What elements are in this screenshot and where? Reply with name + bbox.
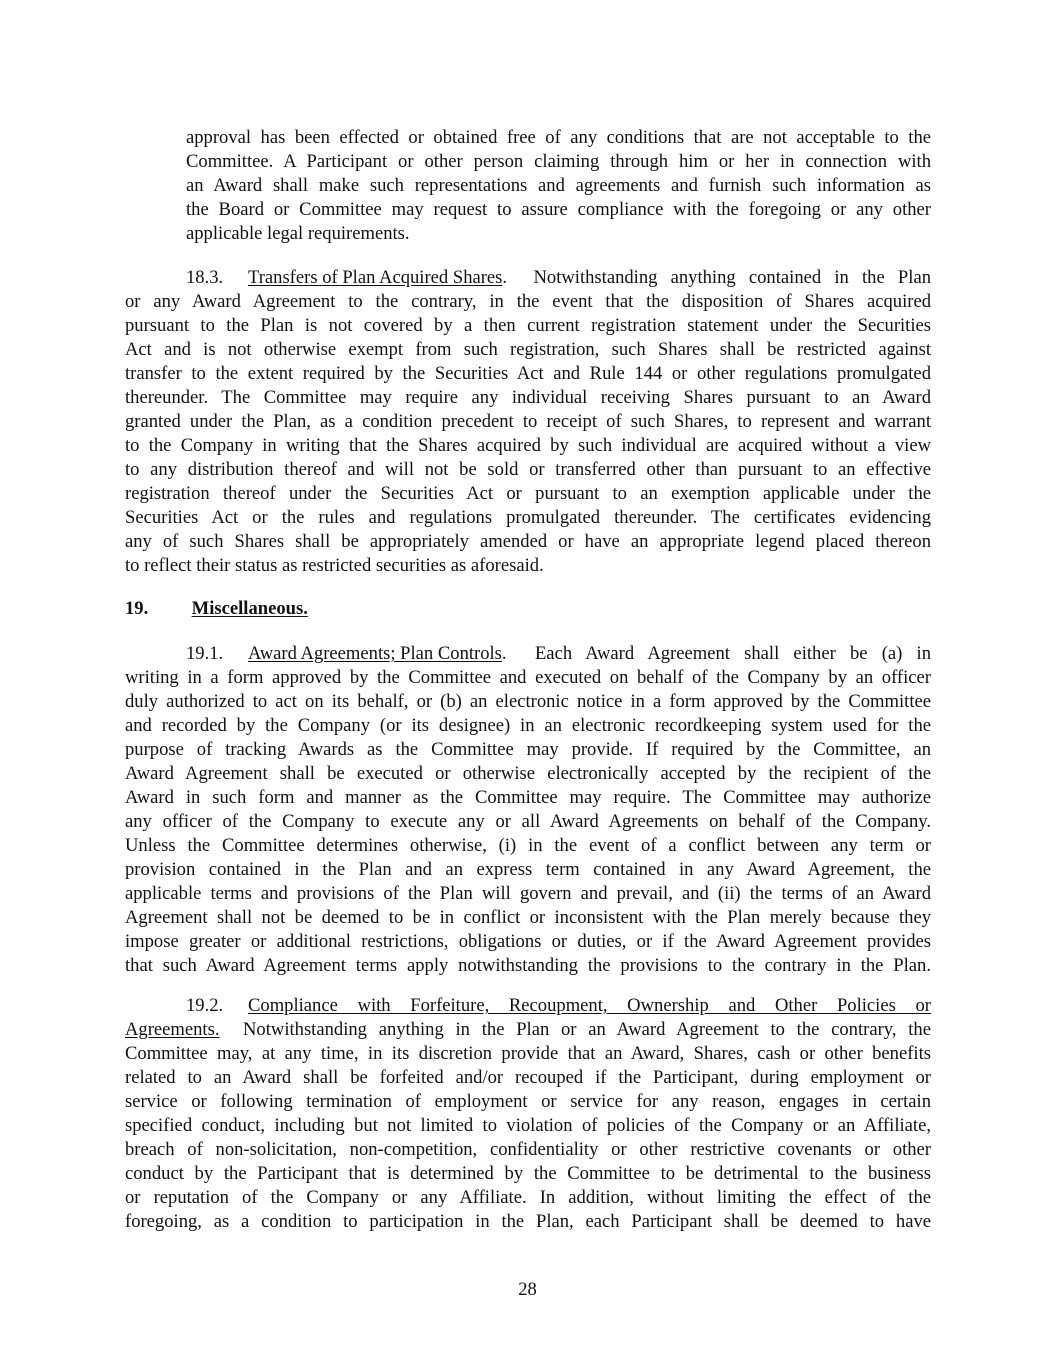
paragraph-line: related to an Award shall be forfeited and/or recouped if the Participant, during employment or [125, 1067, 931, 1088]
section-number: 19.1. [186, 643, 224, 664]
section-second-line [125, 1018, 931, 1042]
paragraph-line: conduct by the Participant that is determined by the Committee to be detrimental to the business [125, 1163, 931, 1184]
paragraph-line: to the Company in writing that the Shares acquired by such individual are acquired without a view [125, 435, 931, 456]
paragraph-line: or any Award Agreement to the contrary, in the event that the disposition of Shares acquired [125, 291, 931, 312]
paragraph-line: that such Award Agreement terms apply notwithstanding the provisions to the contrary in the Plan. [125, 955, 931, 976]
section-heading: Award Agreements; Plan Controls [248, 643, 502, 664]
paragraph-line: and recorded by the Company (or its designee) in an electronic recordkeeping system used for the [125, 715, 931, 736]
paragraph-line: writing in a form approved by the Committee and executed on behalf of the Company by an officer [125, 667, 931, 688]
paragraph-line: applicable legal requirements. [186, 223, 410, 244]
paragraph-line: service or following termination of employment or service for any reason, engages in certain [125, 1091, 931, 1112]
paragraph-line: Act and is not otherwise exempt from such registration, such Shares shall be restricted against [125, 339, 931, 360]
paragraph-line: or reputation of the Company or any Affiliate. In addition, without limiting the effect of the [125, 1187, 931, 1208]
paragraph-line: purpose of tracking Awards as the Committee may provide. If required by the Committee, an [125, 739, 931, 760]
paragraph-line: an Award shall make such representations and agreements and furnish such information as [186, 175, 931, 196]
paragraph-line: the Board or Committee may request to assure compliance with the foregoing or any other [186, 199, 931, 220]
paragraph-line: thereunder. The Committee may require any individual receiving Shares pursuant to an Award [125, 387, 931, 408]
paragraph-line: Agreement shall not be deemed to be in conflict or inconsistent with the Plan merely because they [125, 907, 931, 928]
paragraph-line: foregoing, as a condition to participation in the Plan, each Participant shall be deemed to have [125, 1211, 931, 1232]
section-heading-continued: Agreements. [125, 1019, 220, 1040]
section-19-heading [125, 597, 308, 621]
section-heading: Transfers of Plan Acquired Shares [248, 267, 503, 288]
paragraph-line: Award Agreement shall be executed or otherwise electronically accepted by the recipient of the [125, 763, 931, 784]
paragraph-line: transfer to the extent required by the Securities Act and Rule 144 or other regulations promulgated [125, 363, 931, 384]
section-heading: Compliance with Forfeiture, Recoupment, Ownership and Other Policies or [248, 995, 931, 1016]
paragraph-line: breach of non-solicitation, non-competition, confidentiality or other restrictive covenants or other [125, 1139, 931, 1160]
section-second-line-text: Notwithstanding anything in the Plan or an Award Agreement to the contrary, the [219, 1019, 931, 1040]
paragraph-line: approval has been effected or obtained free of any conditions that are not acceptable to the [186, 127, 931, 148]
paragraph-line: to any distribution thereof and will not be sold or transferred other than pursuant to an effective [125, 459, 931, 480]
paragraph-line: Committee. A Participant or other person claiming through him or her in connection with [186, 151, 931, 172]
page-number: 28 [518, 1279, 537, 1300]
section-heading: Miscellaneous. [191, 598, 308, 619]
paragraph-line: granted under the Plan, as a condition precedent to receipt of such Shares, to represent and warrant [125, 411, 931, 432]
paragraph-line: to reflect their status as restricted securities as aforesaid. [125, 555, 544, 576]
section-first-line-text: . Notwithstanding anything contained in the Plan [502, 267, 931, 288]
paragraph-line: pursuant to the Plan is not covered by a then current registration statement under the Securities [125, 315, 931, 336]
section-number: 18.3. [186, 267, 224, 288]
paragraph-line: Unless the Committee determines otherwise, (i) in the event of a conflict between any term or [125, 835, 931, 856]
paragraph-line: provision contained in the Plan and an express term contained in any Award Agreement, the [125, 859, 931, 880]
paragraph-line: Committee may, at any time, in its discretion provide that an Award, Shares, cash or other benefits [125, 1043, 931, 1064]
paragraph-line: Securities Act or the rules and regulations promulgated thereunder. The certificates evidencing [125, 507, 931, 528]
section-number: 19. [125, 598, 149, 619]
paragraph-line: registration thereof under the Securities Act or pursuant to an exemption applicable under the [125, 483, 931, 504]
section-first-line [186, 266, 931, 290]
paragraph-line: applicable terms and provisions of the Plan will govern and prevail, and (ii) the terms of an Award [125, 883, 931, 904]
paragraph-line: any of such Shares shall be appropriately amended or have an appropriate legend placed thereon [125, 531, 931, 552]
section-number: 19.2. [186, 995, 224, 1016]
section-first-line [186, 994, 931, 1018]
paragraph-line: Award in such form and manner as the Committee may require. The Committee may authorize [125, 787, 931, 808]
paragraph-line: specified conduct, including but not limited to violation of policies of the Company or an Affiliate, [125, 1115, 931, 1136]
paragraph-line: duly authorized to act on its behalf, or (b) an electronic notice in a form approved by the Committee [125, 691, 931, 712]
section-first-line [186, 642, 931, 666]
paragraph-line: impose greater or additional restrictions, obligations or duties, or if the Award Agreement provides [125, 931, 931, 952]
section-first-line-text: . Each Award Agreement shall either be (a) in [501, 643, 931, 664]
paragraph-line: any officer of the Company to execute any or all Award Agreements on behalf of the Company. [125, 811, 931, 832]
